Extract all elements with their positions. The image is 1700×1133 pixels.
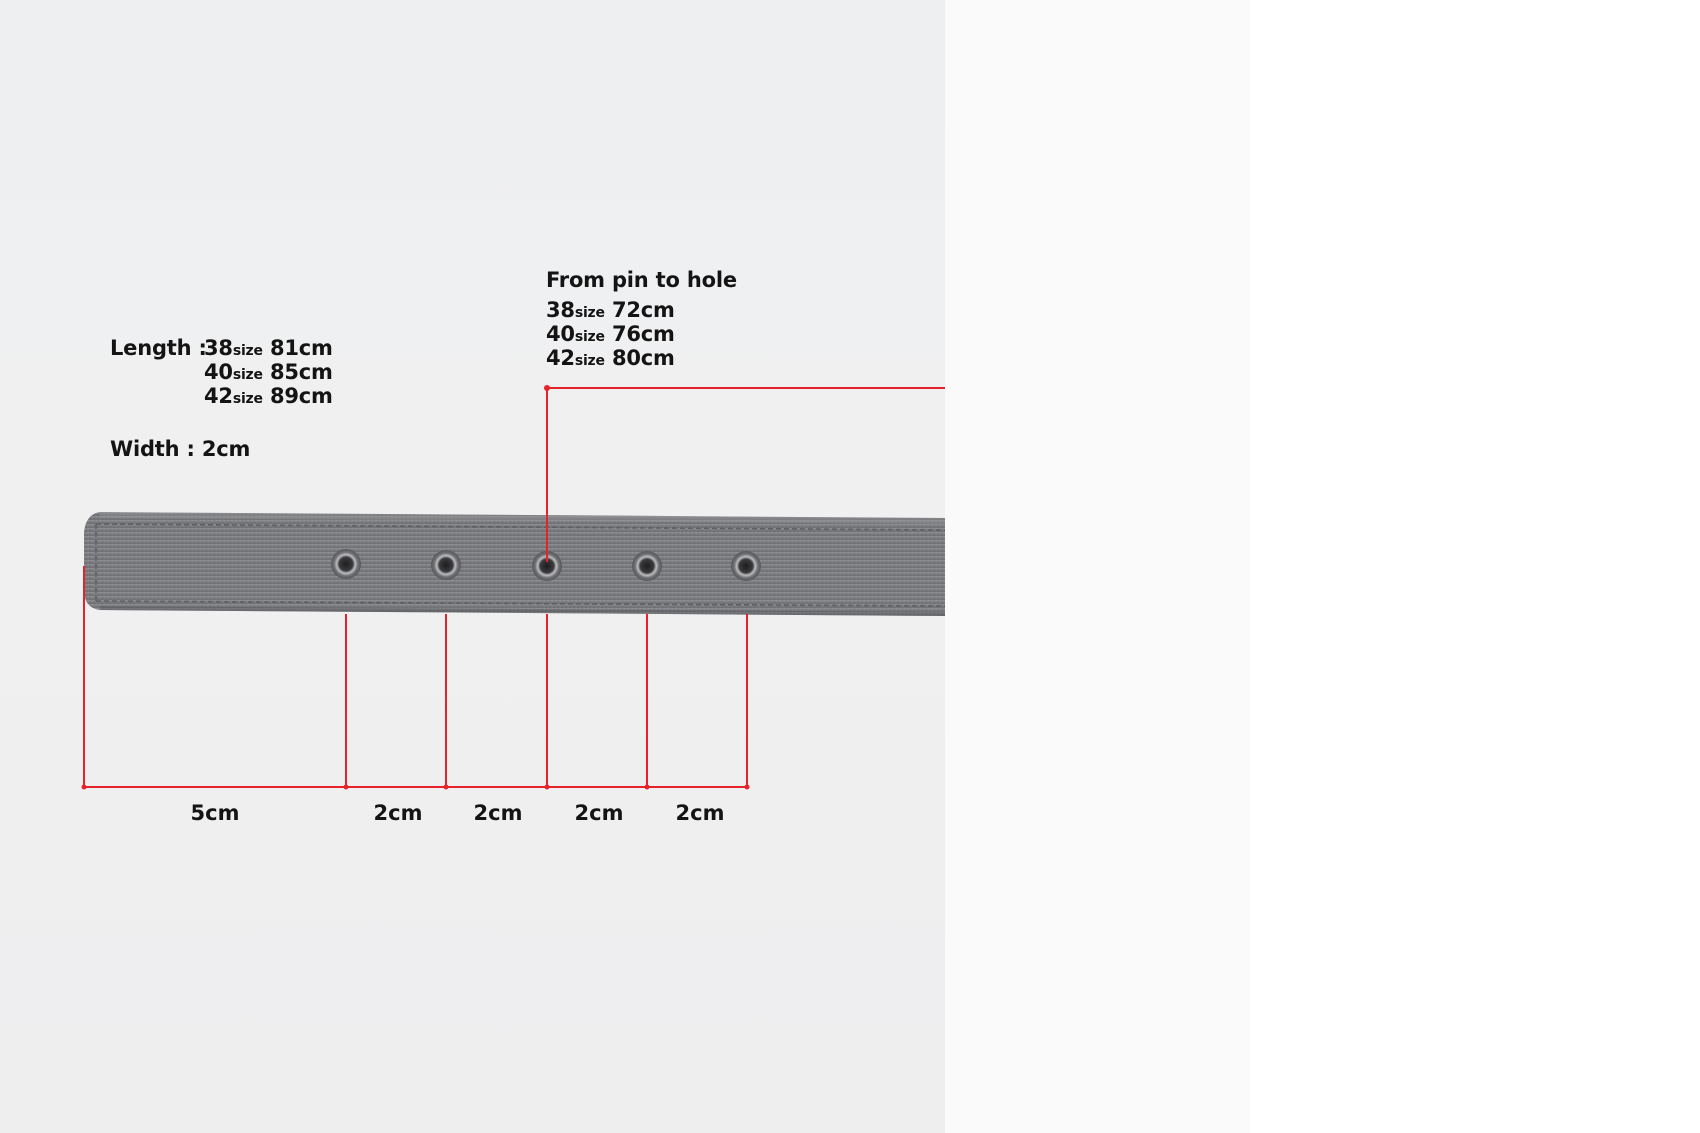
page-background (1250, 0, 1700, 1133)
size-word: size (232, 391, 263, 407)
size-word: size (574, 305, 605, 321)
width-value: 2cm (201, 437, 251, 461)
pin-to-hole-value: 80cm (611, 346, 675, 370)
pin-to-hole-value: 72cm (611, 298, 675, 322)
pin-to-hole-row (546, 346, 675, 373)
length-row (204, 384, 333, 411)
size-word: size (232, 367, 263, 383)
length-label: Length : (110, 336, 207, 360)
spacing-label: 2cm (373, 801, 423, 825)
pin-to-hole-size: 40 (546, 322, 575, 346)
spacing-label: 5cm (190, 801, 240, 825)
eyelet-hole (331, 549, 361, 579)
length-row (204, 336, 333, 363)
pin-to-hole-size: 38 (546, 298, 575, 322)
pin-to-hole-title: From pin to hole (546, 268, 737, 292)
length-row (204, 360, 333, 387)
length-size: 38 (204, 336, 233, 360)
size-word: size (574, 353, 605, 369)
size-word: size (574, 329, 605, 345)
spacing-label: 2cm (473, 801, 523, 825)
length-value: 89cm (269, 384, 333, 408)
pin-to-hole-size: 42 (546, 346, 575, 370)
belt-strap (84, 512, 945, 616)
eyelet-hole (632, 551, 662, 581)
length-value: 85cm (269, 360, 333, 384)
spacing-label: 2cm (675, 801, 725, 825)
length-value: 81cm (269, 336, 333, 360)
spacing-label: 2cm (574, 801, 624, 825)
length-size: 42 (204, 384, 233, 408)
side-panel (945, 0, 1250, 1133)
size-word: size (232, 343, 263, 359)
length-size: 40 (204, 360, 233, 384)
eyelet-hole (731, 551, 761, 581)
width-label: Width : (110, 437, 195, 461)
width-row (110, 437, 250, 461)
pin-to-hole-row (546, 298, 675, 325)
eyelet-hole (431, 550, 461, 580)
pin-to-hole-row (546, 322, 675, 349)
pin-to-hole-value: 76cm (611, 322, 675, 346)
